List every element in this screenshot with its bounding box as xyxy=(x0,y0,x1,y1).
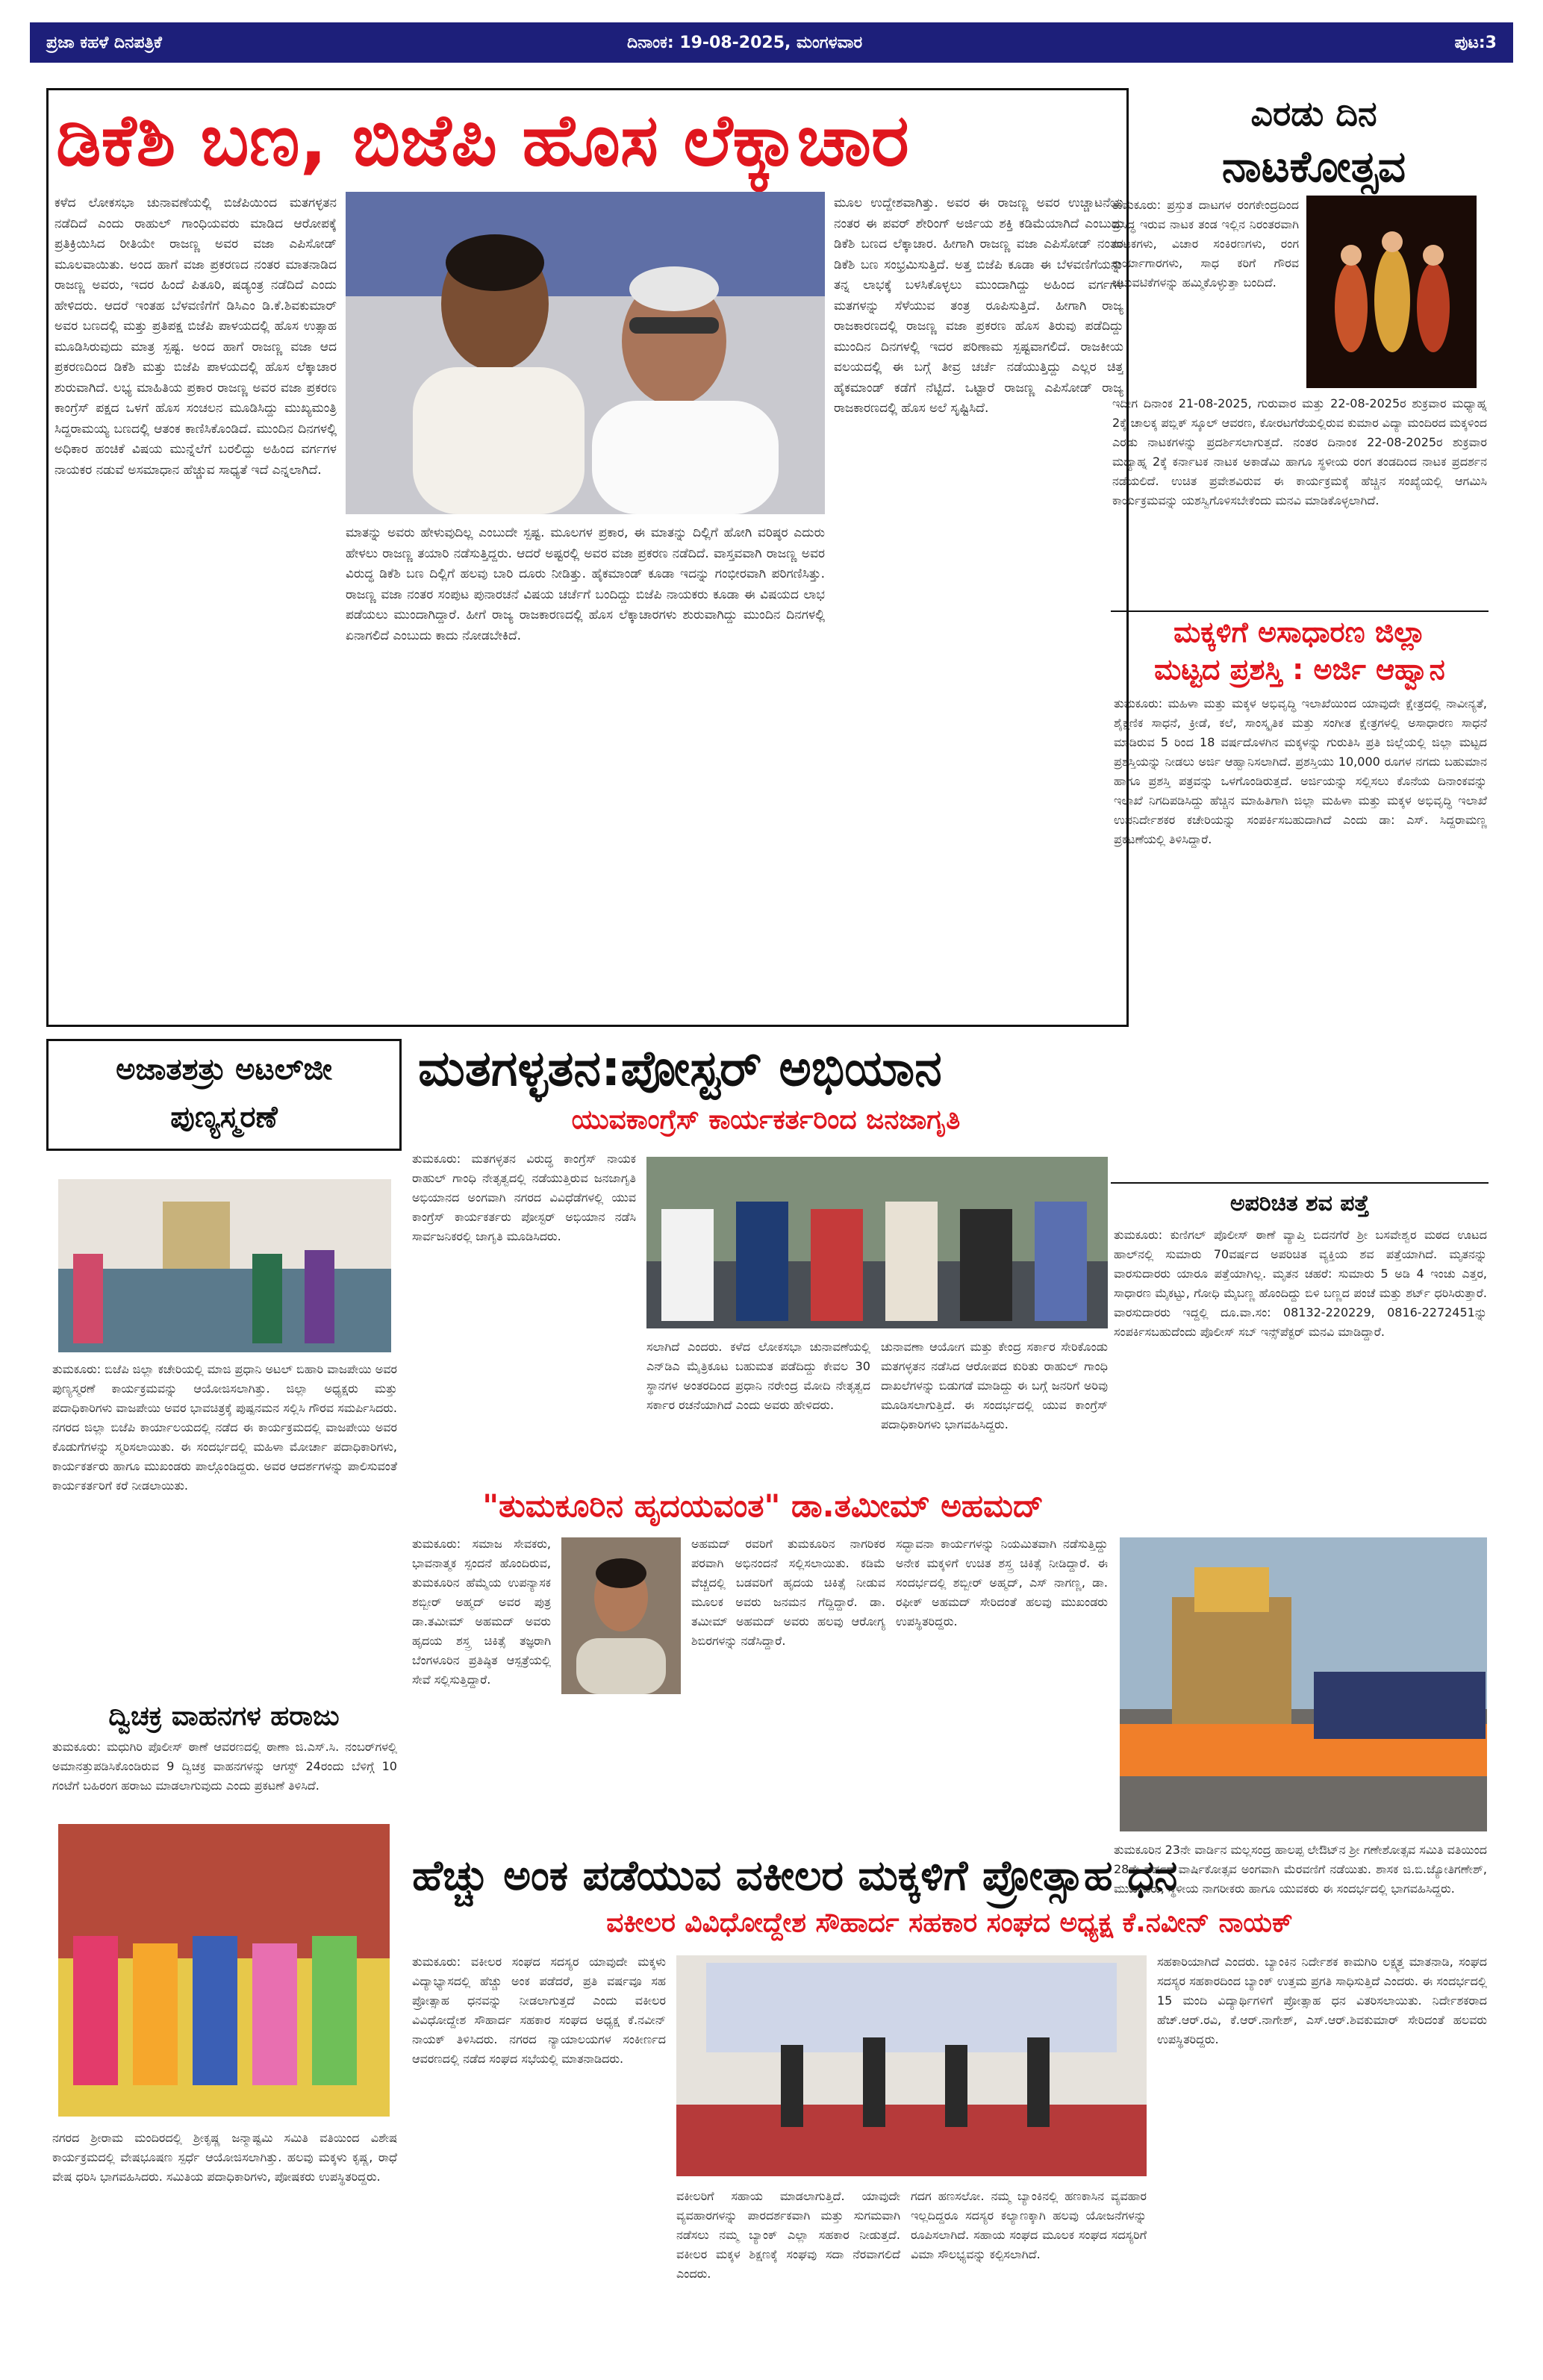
doctor-headline: "ತುಮಕೂರಿನ ಹೃದಯವಂತ" ಡಾ.ತಮೀಮ್ ಅಹಮದ್ xyxy=(482,1487,1044,1524)
atal-title-box xyxy=(46,1039,402,1151)
poster-col-2: ಸಲಾಗಿದೆ ಎಂದರು. ಕಳೆದ ಲೋಕಸಭಾ ಚುನಾವಣೆಯಲ್ಲಿ ಎನ್‌ಡಿಎ ಮೈತ್ರಿಕೂಟ ಬಹುಮತ ಪಡೆದಿದ್ದು ಕೇವಲ 30 ಸ್ಥಾನಗಳ ಅಂತರದಿಂದ ಪ್ರಧಾನಿ ನರೇಂದ್ರ ಮೋದಿ ನೇತೃತ್ವದ ಸರ್ಕಾರ ರಚನೆಯಾಗಿದೆ ಎಂದು ಅವರು ಹೇಳಿದರು. xyxy=(646,1340,870,1412)
lead-col-2: ಮಾತನ್ನು ಅವರು ಹೇಳುವುದಿಲ್ಲ ಎಂಬುದೇ ಸ್ಪಷ್ಟ. ಮೂಲಗಳ ಪ್ರಕಾರ, ಈ ಮಾತನ್ನು ದಿಲ್ಲಿಗೆ ಹೋಗಿ ವರಿಷ್ಠರ ಎದುರು ಹೇಳಲು ರಾಜಣ್ಣ ತಯಾರಿ ನಡೆಸುತ್ತಿದ್ದರು. ಆದರೆ ಅಷ್ಟರಲ್ಲಿ ಅವರ ವಜಾ ಪ್ರಕರಣ ನಡೆದಿದೆ. ವಾಸ್ತವವಾಗಿ ರಾಜಣ್ಣ ಅವರ ವಿರುದ್ಧ ಡಿಕೆಶಿ ಬಣ ದಿಲ್ಲಿಗೆ ಹಲವು ಬಾರಿ ದೂರು ನೀಡಿತ್ತು. ಹೈಕಮಾಂಡ್ ಕೂಡಾ ಇದನ್ನು ಗಂಭೀರವಾಗಿ ಪರಿಗಣಿಸಿತ್ತು. ರಾಜಣ್ಣ ವಜಾ ನಂತರ ಸಂಪುಟ ಪುನಾರಚನೆ ವಿಷಯ ಚರ್ಚೆಗೆ ಬಂದಿದ್ದು ಬಿಜೆಪಿ ನಾಯಕರು ಕೂಡಾ ಈ ವಿಷಯದ ಲಾಭ ಪಡೆಯಲು ಮುಂದಾಗಿದ್ದಾರೆ. ಹೀಗೆ ರಾಜ್ಯ ರಾಜಕಾರಣದಲ್ಲಿ ಹೊಸ ಲೆಕ್ಕಾಚಾರಗಳು ಶುರುವಾಗಿದ್ದು ಮುಂದಿನ ದಿನಗಳಲ್ಲಿ ಏನಾಗಲಿದೆ ಎಂಬುದು ಕಾದು ನೋಡಬೇಕಿದೆ. xyxy=(346,525,825,643)
award-body: ತುಮಕೂರು: ಮಹಿಳಾ ಮತ್ತು ಮಕ್ಕಳ ಅಭಿವೃದ್ಧಿ ಇಲಾಖೆಯಿಂದ ಯಾವುದೇ ಕ್ಷೇತ್ರದಲ್ಲಿ ನಾವೀನ್ಯತೆ, ಶೈಕ್ಷಣಿಕ ಸಾಧನೆ, ಕ್ರೀಡೆ, ಕಲೆ, ಸಾಂಸ್ಕೃತಿಕ ಮತ್ತು ಸಂಗೀತ ಕ್ಷೇತ್ರಗಳಲ್ಲಿ ಅಸಾಧಾರಣ ಸಾಧನೆ ಮಾಡಿರುವ 5 ರಿಂದ 18 ವರ್ಷದೊಳಗಿನ ಮಕ್ಕಳನ್ನು ಗುರುತಿಸಿ ಪ್ರತಿ ಜಿಲ್ಲೆಯಲ್ಲಿ ಜಿಲ್ಲಾ ಮಟ್ಟದ ಪ್ರಶಸ್ತಿಯನ್ನು ನೀಡಲು ಅರ್ಜಿ ಆಹ್ವಾನಿಸಲಾಗಿದೆ. ಪ್ರಶಸ್ತಿಯು 10,000 ರೂಗಳ ನಗದು ಬಹುಮಾನ ಹಾಗೂ ಪ್ರಶಸ್ತಿ ಪತ್ರವನ್ನು ಒಳಗೊಂಡಿರುತ್ತದೆ. ಅರ್ಜಿಯನ್ನು ಸಲ್ಲಿಸಲು ಕೊನೆಯ ದಿನಾಂಕವನ್ನು ಇಲಾಖೆ ನಿಗದಿಪಡಿಸಿದ್ದು ಹೆಚ್ಚಿನ ಮಾಹಿತಿಗಾಗಿ ಜಿಲ್ಲಾ ಮಹಿಳಾ ಮತ್ತು ಮಕ್ಕಳ ಅಭಿವೃದ್ಧಿ ಇಲಾಖೆ ಉಪನಿರ್ದೇಶಕರ ಕಚೇರಿಯನ್ನು ಸಂಪರ್ಕಿಸಬಹುದಾಗಿದೆ ಎಂದು ಡಾ: ಎಸ್. ಸಿದ್ದರಾಮಣ್ಣ ಪ್ರಕಟಣೆಯಲ್ಲಿ ತಿಳಿಸಿದ್ದಾರೆ. xyxy=(1114,696,1487,846)
doctor-col-2: ಅಹಮದ್ ರವರಿಗೆ ತುಮಕೂರಿನ ನಾಗರಿಕರ ಪರವಾಗಿ ಅಭಿನಂದನೆ ಸಲ್ಲಿಸಲಾಯಿತು. ಕಡಿಮೆ ವೆಚ್ಚದಲ್ಲಿ ಬಡವರಿಗೆ ಹೃದಯ ಚಿಕಿತ್ಸೆ ನೀಡುವ ಮೂಲಕ ಅವರು ಜನಮನ ಗೆದ್ದಿದ್ದಾರೆ. ಡಾ. ತಮೀಮ್ ಅಹಮದ್ ಅವರು ಹಲವು ಆರೋಗ್ಯ ಶಿಬಿರಗಳನ್ನು ನಡೆಸಿದ್ದಾರೆ. xyxy=(691,1537,885,1648)
leaders-photo-icon xyxy=(346,192,825,514)
doctor-col-1: ತುಮಕೂರು: ಸಮಾಜ ಸೇವಕರು, ಭಾವನಾತ್ಮಕ ಸ್ಪಂದನೆ ಹೊಂದಿರುವ, ತುಮಕೂರಿನ ಹೆಮ್ಮೆಯ ಉಪನ್ಯಾಸಕ ಶಬ್ಬೀರ್ ಅಹ್ಮದ್ ಅವರ ಪುತ್ರ ಡಾ.ತಮೀಮ್ ಅಹಮದ್ ಅವರು ಹೃದಯ ಶಸ್ತ್ರ ಚಿಕಿತ್ಸೆ ತಜ್ಞರಾಗಿ ಬೆಂಗಳೂರಿನ ಪ್ರತಿಷ್ಠಿತ ಆಸ್ಪತ್ರೆಯಲ್ಲಿ ಸೇವೆ ಸಲ್ಲಿಸುತ್ತಿದ್ದಾರೆ. xyxy=(412,1537,551,1687)
lawyers-col-3: ಗದಗ ಹಣಸಲೋ. ನಮ್ಮ ಬ್ಯಾಂಕಿನಲ್ಲಿ ಹಣಕಾಸಿನ ವ್ಯವಹಾರ ಇಲ್ಲದಿದ್ದರೂ ಸದಸ್ಯರ ಕಲ್ಯಾಣಕ್ಕಾಗಿ ಹಲವು ಯೋಜನೆಗಳನ್ನು ರೂಪಿಸಲಾಗಿದೆ. ಸಹಾಯ ಸಂಘದ ಮೂಲಕ ಸಂಘದ ಸದಸ್ಯರಿಗೆ ವಿಮಾ ಸೌಲಭ್ಯವನ್ನು ಕಲ್ಪಿಸಲಾಗಿದೆ. xyxy=(911,2189,1147,2261)
lead-photo xyxy=(346,192,825,514)
procession-caption: ತುಮಕೂರಿನ 23ನೇ ವಾರ್ಡಿನ ಮಲ್ಲಸಂದ್ರ ಹಾಲಪ್ಪ ಲೇಔಟ್‌ನ ಶ್ರೀ ಗಣೇಶೋತ್ಸವ ಸಮಿತಿ ವತಿಯಿಂದ 28ನೇ ವರ್ಷದ ವಾರ್ಷಿಕೋತ್ಸವ ಅಂಗವಾಗಿ ಮೆರವಣಿಗೆ ನಡೆಯಿತು. ಶಾಸಕ ಜಿ.ಬಿ.ಜ್ಯೋತಿಗಣೇಶ್, ಮುಖಂಡರು, ಸ್ಥಳೀಯ ನಾಗರೀಕರು ಹಾಗೂ ಯುವಕರು ಈ ಸಂದರ್ಭದಲ್ಲಿ ಭಾಗವಹಿಸಿದ್ದರು. xyxy=(1114,1843,1487,1896)
stage-photo-icon xyxy=(1306,196,1477,388)
lawyers-col-1: ತುಮಕೂರು: ವಕೀಲರ ಸಂಘದ ಸದಸ್ಯರ ಯಾವುದೇ ಮಕ್ಕಳು ವಿದ್ಯಾಭ್ಯಾಸದಲ್ಲಿ ಹೆಚ್ಚು ಅಂಕ ಪಡೆದರೆ, ಪ್ರತಿ ವರ್ಷವೂ ಸಹ ಪ್ರೋತ್ಸಾಹ ಧನವನ್ನು ನೀಡಲಾಗುತ್ತದೆ ಎಂದು ವಕೀಲರ ವಿವಿಧೋದ್ದೇಶ ಸೌಹಾರ್ದ ಸಹಕಾರ ಸಂಘದ ಅಧ್ಯಕ್ಷ ಕೆ.ನವೀನ್ ನಾಯಕ್ ತಿಳಿಸಿದರು. ನಗರದ ನ್ಯಾಯಾಲಯಗಳ ಸಂಕೀರ್ಣದ ಆವರಣದಲ್ಲಿ ನಡೆದ ಸಂಘದ ಸಭೆಯಲ್ಲಿ ಮಾತನಾಡಿದರು. xyxy=(412,1955,666,2066)
auction-body: ತುಮಕೂರು: ಮಧುಗಿರಿ ಪೊಲೀಸ್ ಠಾಣೆ ಆವರಣದಲ್ಲಿ ಠಾಣಾ ಜಿ.ಎಸ್.ಸಿ. ನಂಬರ್‌ಗಳಲ್ಲಿ ಅಮಾನತ್ತುಪಡಿಸಿಕೊಂಡಿರುವ 9 ದ್ವಿಚಕ್ರ ವಾಹನಗಳನ್ನು ಆಗಸ್ಟ್ 24ರಂದು ಬೆಳಿಗ್ಗೆ 10 ಗಂಟೆಗೆ ಬಹಿರಂಗ ಹರಾಜು ಮಾಡಲಾಗುವುದು ಎಂದು ಪ್ರಕಟಣೆ ತಿಳಿಸಿದೆ. xyxy=(52,1740,397,1793)
atal-body: ತುಮಕೂರು: ಬಿಜೆಪಿ ಜಿಲ್ಲಾ ಕಚೇರಿಯಲ್ಲಿ ಮಾಜಿ ಪ್ರಧಾನಿ ಅಟಲ್ ಬಿಹಾರಿ ವಾಜಪೇಯಿ ಅವರ ಪುಣ್ಯಸ್ಮರಣೆ ಕಾರ್ಯಕ್ರಮವನ್ನು ಆಯೋಜಿಸಲಾಗಿತ್ತು. ಜಿಲ್ಲಾ ಅಧ್ಯಕ್ಷರು ಮತ್ತು ಪದಾಧಿಕಾರಿಗಳು ವಾಜಪೇಯಿ ಅವರ ಭಾವಚಿತ್ರಕ್ಕೆ ಪುಷ್ಪನಮನ ಸಲ್ಲಿಸಿ ಗೌರವ ಸಮರ್ಪಿಸಿದರು. ನಗರದ ಜಿಲ್ಲಾ ಬಿಜೆಪಿ ಕಾರ್ಯಾಲಯದಲ್ಲಿ ನಡೆದ ಈ ಕಾರ್ಯಕ್ರಮದಲ್ಲಿ ವಾಜಪೇಯಿ ಅವರ ಕೊಡುಗೆಗಳನ್ನು ಸ್ಮರಿಸಲಾಯಿತು. ಈ ಸಂದರ್ಭದಲ್ಲಿ ಮಹಿಳಾ ಮೋರ್ಚಾ ಪದಾಧಿಕಾರಿಗಳು, ಕಾರ್ಯಕರ್ತರು ಹಾಗೂ ಮುಖಂಡರು ಪಾಲ್ಗೊಂಡಿದ್ದರು. ಅವರ ಆದರ್ಶಗಳನ್ನು ಪಾಲಿಸುವಂತೆ ಕಾರ್ಯಕರ್ತರಿಗೆ ಕರೆ ನೀಡಲಾಯಿತು. xyxy=(52,1362,397,1493)
masthead-bar xyxy=(30,22,1513,63)
corpse-body: ತುಮಕೂರು: ಕುಣಿಗಲ್ ಪೊಲೀಸ್ ಠಾಣೆ ವ್ಯಾಪ್ತಿ ಬಿದನಗೆರೆ ಶ್ರೀ ಬಸವೇಶ್ವರ ಮಠದ ಊಟದ ಹಾಲ್‌ನಲ್ಲಿ ಸುಮಾರು 70ವರ್ಷದ ಅಪರಿಚಿತ ವ್ಯಕ್ತಿಯ ಶವ ಪತ್ತೆಯಾಗಿದೆ. ಮೃತನನ್ನು ವಾರಸುದಾರರು ಯಾರೂ ಪತ್ತೆಯಾಗಿಲ್ಲ. ಮೃತನ ಚಹರೆ: ಸುಮಾರು 5 ಅಡಿ 4 ಇಂಚು ಎತ್ತರ, ಸಾಧಾರಣ ಮೈಕಟ್ಟು, ಗೋಧಿ ಮೈಬಣ್ಣ ಹೊಂದಿದ್ದು ಬಿಳಿ ಬಣ್ಣದ ಪಂಚೆ ಮತ್ತು ಶರ್ಟ್ ಧರಿಸಿರುತ್ತಾರೆ. ವಾರಸುದಾರರು ಇದ್ದಲ್ಲಿ ದೂ.ವಾ.ಸಂ: 08132-220229, 0816-2272451ನ್ನು ಸಂಪರ್ಕಿಸಬಹುದೆಂದು ಪೊಲೀಸ್ ಸಬ್ ಇನ್ಸ್‌ಪೆಕ್ಟರ್ ಮನವಿ ಮಾಡಿದ್ದಾರೆ. xyxy=(1114,1228,1487,1339)
drama-title-2: ನಾಟಕೋತ್ಸವ xyxy=(1221,141,1406,192)
divider xyxy=(1111,610,1489,612)
janmashtami-photo xyxy=(58,1824,390,2117)
divider xyxy=(1111,1182,1489,1184)
meeting-photo-icon xyxy=(676,1955,1147,2176)
doctor-col-3: ಸದ್ಭಾವನಾ ಕಾರ್ಯಗಳನ್ನು ನಿಯಮಿತವಾಗಿ ನಡೆಸುತ್ತಿದ್ದು ಅನೇಕ ಮಕ್ಕಳಿಗೆ ಉಚಿತ ಶಸ್ತ್ರ ಚಿಕಿತ್ಸೆ ನೀಡಿದ್ದಾರೆ. ಈ ಸಂದರ್ಭದಲ್ಲಿ ಶಬ್ಬೀರ್ ಅಹ್ಮದ್, ಎಸ್ ನಾಗಣ್ಣ, ಡಾ. ರಫೀಕ್ ಅಹಮದ್ ಸೇರಿದಂತೆ ಹಲವು ಮುಖಂಡರು ಉಪಸ್ಥಿತರಿದ್ದರು. xyxy=(896,1537,1108,1628)
award-title-1: ಮಕ್ಕಳಿಗೆ ಅಸಾಧಾರಣ ಜಿಲ್ಲಾ xyxy=(1173,616,1426,649)
auction-title: ದ್ವಿಚಕ್ರ ವಾಹನಗಳ ಹರಾಜು xyxy=(108,1701,340,1731)
lead-headline: ಡಿಕೆಶಿ ಬಣ, ಬಿಜೆಪಿ ಹೊಸ ಲೆಕ್ಕಾಚಾರ xyxy=(56,99,909,182)
paper-name: ಪ್ರಜಾ ಕಹಳೆ ದಿನಪತ್ರಿಕೆ xyxy=(46,33,162,52)
drama-photo xyxy=(1306,196,1477,388)
portrait-photo-icon xyxy=(561,1537,681,1694)
corpse-title: ಅಪರಿಚಿತ ಶವ ಪತ್ತೆ xyxy=(1229,1190,1370,1216)
lawyers-col-2: ವಕೀಲರಿಗೆ ಸಹಾಯ ಮಾಡಲಾಗುತ್ತಿದೆ. ಯಾವುದೇ ವ್ಯವಹಾರಗಳನ್ನು ಪಾರದರ್ಶಕವಾಗಿ ಮತ್ತು ಸುಗಮವಾಗಿ ನಡೆಸಲು ನಮ್ಮ ಬ್ಯಾಂಕ್ ಎಲ್ಲಾ ಸಹಕಾರ ನೀಡುತ್ತದೆ. ವಕೀಲರ ಮಕ್ಕಳ ಶಿಕ್ಷಣಕ್ಕೆ ಸಂಘವು ಸದಾ ನೆರವಾಗಲಿದೆ ಎಂದರು. xyxy=(676,2189,900,2281)
lead-story xyxy=(46,88,1129,1027)
drama-title-1: ಎರಡು ದಿನ xyxy=(1250,93,1377,134)
drama-body: ಇದೀಗ ದಿನಾಂಕ 21-08-2025, ಗುರುವಾರ ಮತ್ತು 22-08-2025ರ ಶುಕ್ರವಾರ ಮಧ್ಯಾಹ್ನ 2ಕ್ಕೆ ಚಾಲಕ್ಕ ಪಬ್ಲಿಕ್ ಸ್ಕೂಲ್ ಆವರಣ, ಕೋರಟಗೆರೆಯಲ್ಲಿರುವ ಕುಮಾರ ವಿದ್ಯಾ ಮಂದಿರದ ಮಕ್ಕಳಿಂದ ಎರಡು ನಾಟಕಗಳನ್ನು ಪ್ರದರ್ಶಿಸಲಾಗುತ್ತದೆ. ನಂತರ ದಿನಾಂಕ 22-08-2025ರ ಶುಕ್ರವಾರ ಮಧ್ಯಾಹ್ನ 2ಕ್ಕೆ ಕರ್ನಾಟಕ ನಾಟಕ ಅಕಾಡೆಮಿ ಹಾಗೂ ಸ್ಥಳೀಯ ರಂಗ ತಂಡದಿಂದ ನಾಟಕ ಪ್ರದರ್ಶನ ನಡೆಯಲಿದೆ. ಉಚಿತ ಪ್ರವೇಶವಿರುವ ಈ ಕಾರ್ಯಕ್ರಮಕ್ಕೆ ಹೆಚ್ಚಿನ ಸಂಖ್ಯೆಯಲ್ಲಿ ಆಗಮಿಸಿ ಕಾರ್ಯಕ್ರಮವನ್ನು ಯಶಸ್ವಿಗೊಳಿಸಬೇಕೆಂದು ಮನವಿ ಮಾಡಿಕೊಳ್ಳಲಾಗಿದೆ. xyxy=(1112,396,1487,507)
poster-headline: ಮತಗಳ್ಳತನ:ಪೋಸ್ಟರ್ ಅಭಿಯಾನ xyxy=(418,1040,942,1097)
award-title-2: ಮಟ್ಟದ ಪ್ರಶಸ್ತಿ : ಅರ್ಜಿ ಆಹ್ವಾನ xyxy=(1154,653,1445,686)
lawyers-col-4: ಸಹಕಾರಿಯಾಗಿದೆ ಎಂದರು. ಬ್ಯಾಂಕಿನ ನಿರ್ದೇಶಕ ಕಾಮಗಿರಿ ಲಕ್ಷ್ಮತ್ತ ಮಾತನಾಡಿ, ಸಂಘದ ಸದಸ್ಯರ ಸಹಕಾರದಿಂದ ಬ್ಯಾಂಕ್ ಉತ್ತಮ ಪ್ರಗತಿ ಸಾಧಿಸುತ್ತಿದೆ ಎಂದರು. ಈ ಸಂದರ್ಭದಲ್ಲಿ 15 ಮಂದಿ ವಿದ್ಯಾರ್ಥಿಗಳಿಗೆ ಪ್ರೋತ್ಸಾಹ ಧನ ವಿತರಿಸಲಾಯಿತು. ನಿರ್ದೇಶಕರಾದ ಹೆಚ್.ಆರ್.ರವಿ, ಕೆ.ಆರ್.ನಾಗೇಶ್, ಎಸ್.ಆರ್.ಶಿವಕುಮಾರ್ ಸೇರಿದಂತೆ ಹಲವರು ಉಪಸ್ಥಿತರಿದ್ದರು. xyxy=(1157,1955,1487,2046)
lawyers-subhead: ವಕೀಲರ ವಿವಿಧೋದ್ದೇಶ ಸೌಹಾರ್ದ ಸಹಕಾರ ಸಂಘದ ಅಧ್ಯಕ್ಷ ಕೆ.ನವೀನ್ ನಾಯಕ್ xyxy=(606,1908,1293,1938)
atal-title-1: ಅಜಾತಶತ್ರು ಅಟಲ್‌ಜೀ xyxy=(116,1052,332,1087)
lawyers-photo xyxy=(676,1955,1147,2176)
protest-photo-icon xyxy=(646,1157,1108,1328)
poster-col-1: ತುಮಕೂರು: ಮತಗಳ್ಳತನ ವಿರುದ್ಧ ಕಾಂಗ್ರೆಸ್ ನಾಯಕ ರಾಹುಲ್ ಗಾಂಧಿ ನೇತೃತ್ವದಲ್ಲಿ ನಡೆಯುತ್ತಿರುವ ಜನಜಾಗೃತಿ ಅಭಿಯಾನದ ಅಂಗವಾಗಿ ನಗರದ ವಿವಿಧೆಡೆಗಳಲ್ಲಿ ಯುವ ಕಾಂಗ್ರೆಸ್ ಕಾರ್ಯಕರ್ತರು ಪೋಸ್ಟರ್ ಅಭಿಯಾನ ನಡೆಸಿ ಸಾರ್ವಜನಿಕರಲ್ಲಿ ಜಾಗೃತಿ ಮೂಡಿಸಿದರು. xyxy=(412,1152,636,1243)
poster-photo xyxy=(646,1157,1108,1328)
date-line: ದಿನಾಂಕ: 19-08-2025, ಮಂಗಳವಾರ xyxy=(627,33,863,52)
page-number: ಪುಟ:3 xyxy=(1454,33,1497,52)
tribute-photo-icon xyxy=(58,1179,391,1352)
lead-col-3: ಮೂಲ ಉದ್ದೇಶವಾಗಿತ್ತು. ಅವರ ಈ ರಾಜಣ್ಣ ಅವರ ಉಚ್ಚಾಟನೆಯ ನಂತರ ಈ ಪವರ್ ಶೇರಿಂಗ್ ಅರ್ಜಿಯ ಶಕ್ತಿ ಕಡಿಮೆಯಾಗಿದೆ ಎಂಬುದು ಡಿಕೆಶಿ ಬಣದ ಲೆಕ್ಕಾಚಾರ. ಹೀಗಾಗಿ ರಾಜಣ್ಣ ವಜಾ ಎಪಿಸೋಡ್ ನಂತರ ಡಿಕೆಶಿ ಬಣ ಸಂಭ್ರಮಿಸುತ್ತಿದೆ. ಅತ್ತ ಬಿಜೆಪಿ ಕೂಡಾ ಈ ಬೆಳವಣಿಗೆಯನ್ನು ತನ್ನ ಲಾಭಕ್ಕೆ ಬಳಸಿಕೊಳ್ಳಲು ಮುಂದಾಗಿದ್ದು ಅಹಿಂದ ವರ್ಗಗಳ ಮತಗಳನ್ನು ಸೆಳೆಯುವ ತಂತ್ರ ರೂಪಿಸುತ್ತಿದೆ. ಹೀಗಾಗಿ ರಾಜ್ಯ ರಾಜಕಾರಣದಲ್ಲಿ ರಾಜಣ್ಣ ವಜಾ ಪ್ರಕರಣ ಹೊಸ ತಿರುವು ಪಡೆದಿದ್ದು ಮುಂದಿನ ದಿನಗಳಲ್ಲಿ ಇದರ ಪರಿಣಾಮ ಸ್ಪಷ್ಟವಾಗಲಿದೆ. ರಾಜಕೀಯ ವಲಯದಲ್ಲಿ ಈ ಬಗ್ಗೆ ತೀವ್ರ ಚರ್ಚೆ ನಡೆಯುತ್ತಿದ್ದು ಎಲ್ಲರ ಚಿತ್ತ ಹೈಕಮಾಂಡ್ ಕಡೆಗೆ ನೆಟ್ಟಿದೆ. ಒಟ್ಟಾರೆ ರಾಜಣ್ಣ ಎಪಿಸೋಡ್ ರಾಜ್ಯ ರಾಜಕಾರಣದಲ್ಲಿ ಹೊಸ ಅಲೆ ಸೃಷ್ಟಿಸಿದೆ. xyxy=(834,196,1123,416)
procession-photo-icon xyxy=(1120,1537,1487,1831)
atal-title-2: ಪುಣ್ಯಸ್ಮರಣೆ xyxy=(170,1100,278,1134)
procession-photo xyxy=(1120,1537,1487,1831)
poster-subhead: ಯುವಕಾಂಗ್ರೆಸ್ ಕಾರ್ಯಕರ್ತರಿಂದ ಜನಜಾಗೃತಿ xyxy=(571,1105,961,1135)
poster-col-3: ಚುನಾವಣಾ ಆಯೋಗ ಮತ್ತು ಕೇಂದ್ರ ಸರ್ಕಾರ ಸೇರಿಕೊಂಡು ಮತಗಳ್ಳತನ ನಡೆಸಿದ ಆರೋಪದ ಕುರಿತು ರಾಹುಲ್ ಗಾಂಧಿ ದಾಖಲೆಗಳನ್ನು ಬಿಡುಗಡೆ ಮಾಡಿದ್ದು ಈ ಬಗ್ಗೆ ಜನರಿಗೆ ಅರಿವು ಮೂಡಿಸಲಾಗುತ್ತಿದೆ. ಈ ಸಂದರ್ಭದಲ್ಲಿ ಯುವ ಕಾಂಗ್ರೆಸ್ ಪದಾಧಿಕಾರಿಗಳು ಭಾಗವಹಿಸಿದ್ದರು. xyxy=(881,1340,1108,1431)
janmashtami-caption: ನಗರದ ಶ್ರೀರಾಮ ಮಂದಿರದಲ್ಲಿ ಶ್ರೀಕೃಷ್ಣ ಜನ್ಮಾಷ್ಟಮಿ ಸಮಿತಿ ವತಿಯಿಂದ ವಿಶೇಷ ಕಾರ್ಯಕ್ರಮದಲ್ಲಿ ವೇಷಭೂಷಣ ಸ್ಪರ್ಧೆ ಆಯೋಜಿಸಲಾಗಿತ್ತು. ಹಲವು ಮಕ್ಕಳು ಕೃಷ್ಣ, ರಾಧೆ ವೇಷ ಧರಿಸಿ ಭಾಗವಹಿಸಿದರು. ಸಮಿತಿಯ ಪದಾಧಿಕಾರಿಗಳು, ಪೋಷಕರು ಉಪಸ್ಥಿತರಿದ್ದರು. xyxy=(52,2131,397,2184)
atal-photo xyxy=(58,1179,391,1352)
lawyers-headline: ಹೆಚ್ಚು ಅಂಕ ಪಡೆಯುವ ವಕೀಲರ ಮಕ್ಕಳಿಗೆ ಪ್ರೋತ್ಸಾಹ ಧನ xyxy=(412,1852,1178,1900)
children-photo-icon xyxy=(58,1824,390,2117)
drama-body-side: ತುಮಕೂರು: ಪ್ರಸ್ತುತ ದಾಟಗಳ ರಂಗಕೇಂದ್ರದಿಂದ ಪ್ರಸಿದ್ಧ ಇರುವ ನಾಟಕ ತಂಡ ಇಲ್ಲಿನ ನಿರಂತರವಾಗಿ ನಾಟಕಗಳು, ವಿಚಾರ ಸಂಕಿರಣಗಳು, ರಂಗ ಕಾರ್ಯಾಗಾರಗಳು, ಸಾಧ ಕರಿಗೆ ಗೌರವ ಚಟುವಟಿಕೆಗಳನ್ನು ಹಮ್ಮಿಕೊಳ್ಳುತ್ತಾ ಬಂದಿದೆ. xyxy=(1112,198,1299,290)
lead-col-1: ಕಳೆದ ಲೋಕಸಭಾ ಚುನಾವಣೆಯಲ್ಲಿ ಬಿಜೆಪಿಯಿಂದ ಮತಗಳ್ಳತನ ನಡೆದಿದೆ ಎಂದು ರಾಹುಲ್ ಗಾಂಧಿಯವರು ಮಾಡಿದ ಆರೋಪಕ್ಕೆ ಪ್ರತಿಕ್ರಿಯಿಸಿದ ರೀತಿಯೇ ರಾಜಣ್ಣ ಅವರ ವಜಾ ಎಪಿಸೋಡ್ ಮೂಲವಾಯಿತು. ಅಂದ ಹಾಗೆ ವಜಾ ಪ್ರಕರಣದ ನಂತರ ಮಾತನಾಡಿದ ರಾಜಣ್ಣ ಅವರು, ಇದರ ಹಿಂದೆ ಪಿತೂರಿ, ಷಡ್ಯಂತ್ರ ನಡೆದಿದೆ ಎಂದು ಹೇಳಿದರು. ಆದರೆ ಇಂತಹ ಬೆಳವಣಿಗೆಗೆ ಡಿಸಿಎಂ ಡಿ.ಕೆ.ಶಿವಕುಮಾರ್ ಅವರ ಬಣದಲ್ಲಿ ಮತ್ತು ಪ್ರತಿಪಕ್ಷ ಬಿಜೆಪಿ ಪಾಳಯದಲ್ಲಿ ಹೊಸ ಉತ್ಸಾಹ ಮೂಡಿಸಿರುವುದು ಮಾತ್ರ ಸ್ಪಷ್ಟ. ಅಂದ ಹಾಗೆ ರಾಜಣ್ಣ ವಜಾ ಆದ ಪ್ರಕರಣದಿಂದ ಡಿಕೆಶಿ ಮತ್ತು ಬಿಜೆಪಿ ಪಾಳಯದಲ್ಲಿ ಹೊಸ ಲೆಕ್ಕಾಚಾರ ಶುರುವಾಗಿದೆ. ಲಭ್ಯ ಮಾಹಿತಿಯ ಪ್ರಕಾರ ರಾಜಣ್ಣ ಅವರ ವಜಾ ಪ್ರಕರಣ ಕಾಂಗ್ರೆಸ್ ಪಕ್ಷದ ಒಳಗೆ ಹೊಸ ಸಂಚಲನ ಮೂಡಿಸಿದ್ದು ಮುಖ್ಯಮಂತ್ರಿ ಸಿದ್ದರಾಮಯ್ಯ ಬಣದಲ್ಲಿ ಆತಂಕ ಕಾಣಿಸಿಕೊಂಡಿದೆ. ಮುಂದಿನ ದಿನಗಳಲ್ಲಿ ಅಧಿಕಾರ ಹಂಚಿಕೆ ವಿಷಯ ಮುನ್ನೆಲೆಗೆ ಬರಲಿದ್ದು ಅಹಿಂದ ವರ್ಗಗಳ ನಾಯಕರ ನಡುವೆ ಅಸಮಾಧಾನ ಹೆಚ್ಚುವ ಸಾಧ್ಯತೆ ಇದೆ ಎನ್ನಲಾಗಿದೆ. xyxy=(54,196,337,478)
doctor-photo xyxy=(561,1537,681,1694)
